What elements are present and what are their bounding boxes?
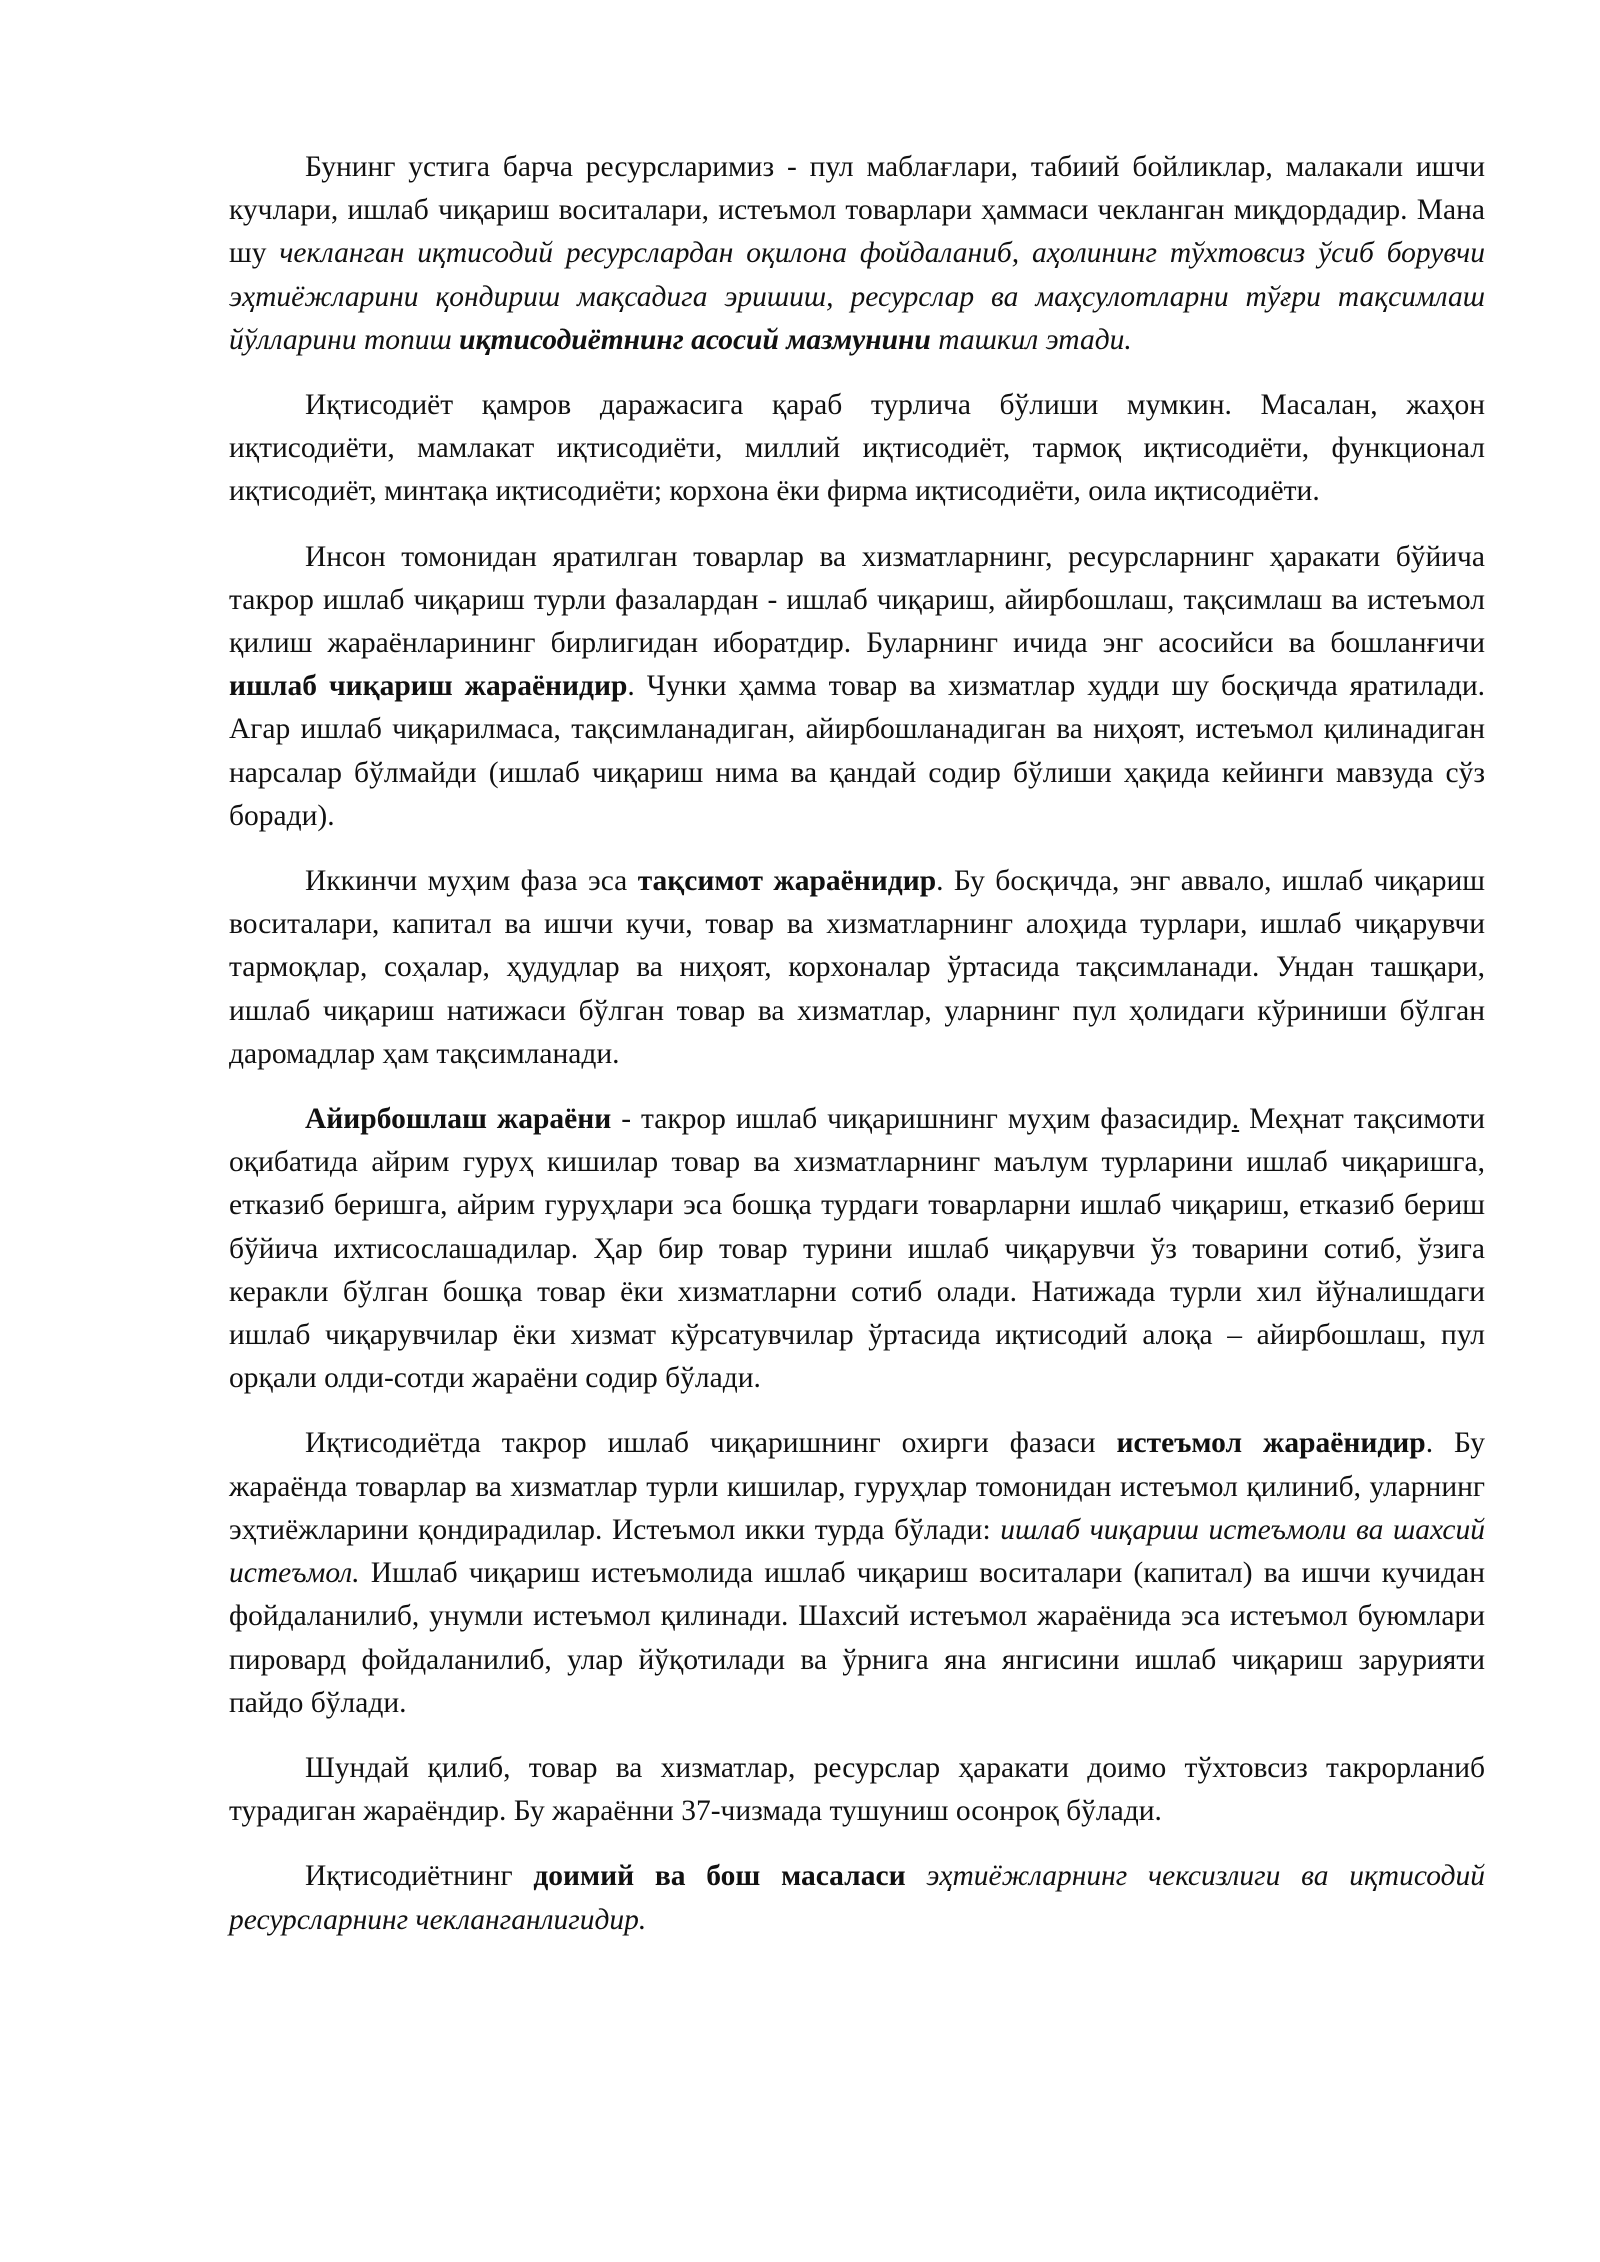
paragraph-resources [229,146,1485,362]
text-segment: . Чунки ҳамма товар ва хизматлар худди шу босқичда яратилади. Агар ишлаб чиқарилмаса, тақсимланадиган, айирбошланадиган ва ниҳоят, истеъмол қилинадиган нарсалар бўлмайди (ишлаб чиқариш нима ва қандай содир бўлиши ҳақида кейинги мавзуда сўз боради). [229,670,1485,832]
bold-text-segment: тақсимот жараёнидир [637,865,937,898]
italic-text-segment: ишлаб чиқариш истеъмоли ва шахсий истеъмол. [229,1513,1485,1590]
bold-italic-text-segment: иқтисодиётнинг асосий мазмунини [459,323,931,356]
text-segment: . Бу жараёнда товарлар ва хизматлар турли кишилар, гуруҳлар томонидан истеъмол қилиниб, уларнинг эҳтиёжларини қондирадилар. Истеъмол икки турда бўлади: [229,1427,1485,1546]
text-segment: Иқтисодиёт қамров даражасига қараб турлича бўлиши мумкин. Масалан, жаҳон иқтисодиёти, мамлакат иқтисодиёти, миллий иқтисодиёт, тармоқ иқтисодиёти, функционал иқтисодиёт, минтақа иқтисодиёти; корхона ёки фирма иқтисодиёти, оила иқтисодиёти. [229,389,1485,508]
text-segment: . Бу босқичда, энг аввало, ишлаб чиқариш воситалари, капитал ва ишчи кучи, товар ва хизматларнинг алоҳида турлари, ишлаб чиқарувчи тармоқлар, соҳалар, ҳудудлар ва ниҳоят, корхоналар ўртасида тақсимланади. Ундан ташқари, ишлаб чиқариш натижаси бўлган товар ва хизматлар, уларнинг пул ҳолидаги кўриниши бўлган даромадлар ҳам тақсимланади. [229,865,1486,1070]
text-segment: Иқтисодиётнинг [305,1860,534,1893]
text-segment: Иккинчи муҳим фаза эса [305,865,638,898]
text-segment: Шундай қилиб, товар ва хизматлар, ресурслар ҳаракати доимо тўхтовсиз такрорланиб турадиган жараёндир. Бу жараённи 37-чизмада тушуниш осонроқ бўлади. [229,1751,1485,1828]
paragraph-economy-scope [229,384,1485,514]
italic-text-segment: ташкил этади. [930,323,1132,356]
document-page [229,146,1485,1964]
italic-text-segment: эҳтиёжларнинг чексизлиги ва иқтисодий ресурсларнинг чекланганлигидир. [229,1860,1486,1936]
text-segment: Инсон томонидан яратилган товарлар ва хизматларнинг, ресурсларнинг ҳаракати бўйича такрор ишлаб чиқариш турли фазалардан - ишлаб чиқариш, айирбошлаш, тақсимлаш ва истеъмол қилиш жараёнларининг бирлигидан иборатдир. Буларнинг ичида энг асосийси ва бошланғичи [229,540,1485,660]
italic-text-segment: чекланган иқтисодий ресурслардан оқилона фойдаланиб, аҳолининг тўхтовсиз ўсиб борувчи эҳтиёжларини қондириш мақсадига эришиш, ресурслар ва маҳсулотларни тўғри тақсимлаш йўлларини топиш [229,237,1485,356]
text-segment: - такрор ишлаб чиқаришнинг муҳим фазасидир [611,1103,1232,1136]
paragraph-distribution [229,860,1485,1076]
paragraph-production [229,536,1485,838]
bold-text-segment: Айирбошлаш жараёни [305,1103,612,1136]
paragraph-main-problem [229,1855,1485,1941]
bold-text-segment: доимий ва бош масаласи [533,1860,906,1893]
text-segment: Ишлаб чиқариш истеъмолида ишлаб чиқариш воситалари (капитал) ва ишчи кучидан фойдаланилиб, унумли истеъмол қилинади. Шахсий истеъмол жараёнида эса истеъмол буюмлари пировард фойдаланилиб, улар йўқотилади ва ўрнига яна янгисини ишлаб чиқариш зарурияти пайдо бўлади. [229,1557,1485,1719]
text-segment: Бунинг устига барча ресурсларимиз - пул маблағлари, табиий бойликлар, малакали ишчи кучлари, ишлаб чиқариш воситалари, истеъмол товарлари ҳаммаси чекланган миқдордадир. Мана шу [229,151,1485,270]
paragraph-exchange [229,1098,1485,1400]
underlined-text-segment: . [1231,1103,1240,1136]
text-segment: Меҳнат тақсимоти оқибатида айрим гуруҳ кишилар товар ва хизматларнинг маълум турларини ишлаб чиқаришга, етказиб беришга, айрим гуруҳлари эса бошқа турдаги товарларни ишлаб чиқариш, етказиб бериш бўйича ихтисослашадилар. Ҳар бир товар турини ишлаб чиқарувчи ўз товарини сотиб, ўзига керакли бўлган бошқа товар ёки хизматларни сотиб олади. Натижада турли хил йўналишдаги ишлаб чиқарувчилар ёки хизмат кўрсатувчилар ўртасида иқтисодий алоқа – айирбошлаш, пул орқали олди-сотди жараёни содир бўлади. [229,1103,1486,1395]
text-segment: Иқтисодиётда такрор ишлаб чиқаришнинг охирги фазаси [305,1427,1117,1460]
paragraph-consumption [229,1422,1485,1724]
paragraph-cycle [229,1747,1485,1833]
bold-text-segment: ишлаб чиқариш жараёнидир [229,670,628,703]
bold-text-segment: истеъмол жараёнидир [1116,1427,1426,1460]
